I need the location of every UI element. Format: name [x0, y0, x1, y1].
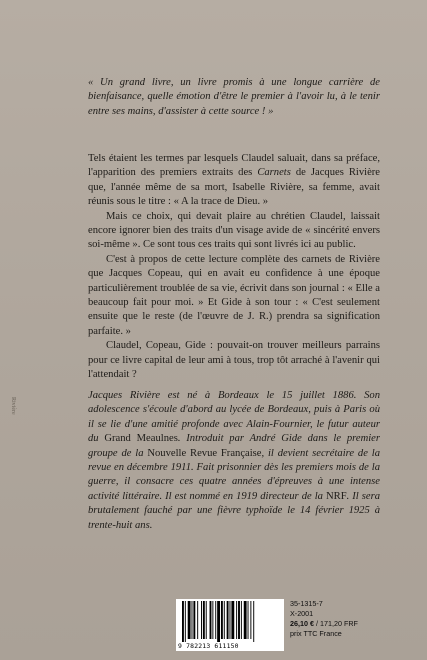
bio-part-2: . Introduit par André Gide dans le premier groupe de la — [88, 433, 380, 459]
bio-part-1: Jacques Rivière est né à Bordeaux le 15 juillet 1886. Son adolescence s'écoule d'abord au lycée de Bordeaux, puis à Paris où il se lie d'une amitié profonde avec Alain-Fournier, le futur auteur du — [88, 390, 380, 445]
paragraph-1-start: Tels étaient les termes par lesquels Claudel saluait, dans sa préface, l'apparition des premiers extraits des — [88, 153, 380, 179]
biography-text — [88, 389, 380, 533]
opening-quote — [88, 76, 380, 119]
barcode — [176, 599, 284, 651]
presentation-text — [88, 152, 380, 383]
price-line — [290, 619, 358, 629]
quote-text: « Un grand livre, un livre promis à une longue carrière de bienfaisance, quelle émotion d'être le premier à l'avoir lu, à le tenir entre ses mains, d'assister à cette source ! » — [88, 77, 380, 117]
nrf-full-title: Nouvelle Revue Française — [147, 447, 262, 459]
paragraph-2: Mais ce choix, qui devait plaire au chrétien Claudel, laissait encore ignorer bien des traits d'un visage avide de « sincérité envers soi-même ». Ce sont tous ces traits qui sont livrés ici au public. — [88, 210, 380, 251]
paragraph-1 — [88, 152, 380, 210]
nrf-abbrev: NRF — [325, 490, 347, 502]
paragraph-3: C'est à propos de cette lecture complète des carnets de Rivière que Jacques Copeau, qui en avait eu confidence à une époque particulièrement troublée de sa vie, écrivit dans son journal : « Elle a beaucoup fait pour moi. » Et Gide à son tour : « C'est seulement ensuite que le reste (de l'œuvre de J. R.) prendra sa signification parfaite. » — [88, 253, 380, 337]
paragraph-1-end: de Jacques Rivière que, l'année même de sa mort, Isabelle Rivière, sa femme, avait réunis sous le titre : « A la trace de Dieu. » — [88, 167, 381, 208]
author-biography — [88, 389, 380, 533]
catalog-code: X-2001 — [290, 609, 314, 618]
price-note: prix TTC France — [290, 629, 342, 638]
catalog-ref: 35-1315-7 — [290, 599, 323, 608]
price-euro: 26,10 € — [290, 619, 314, 628]
bio-part-3: , il devient secrétaire de la revue en décembre 1911. Fait prisonnier dès les premiers mois de la guerre, il consacre ces quatre années d'épreuves à une intense activité littéraire. Il est nommé en 1919 directeur de la — [88, 447, 380, 502]
grand-meaulnes-title: Grand Meaulnes — [104, 433, 178, 445]
spine-mark: Rivière — [10, 397, 16, 415]
barcode-bars — [180, 601, 280, 642]
carnets-title: Carnets — [257, 167, 291, 179]
price-frf: / 171,20 FRF — [313, 619, 358, 628]
bio-part-4: . Il sera brutalement fauché par une fièvre typhoïde le 14 février 1925 à trente-huit ans. — [88, 490, 380, 531]
barcode-number: 9 782213 611150 — [178, 642, 239, 650]
paragraph-4: Claudel, Copeau, Gide : pouvait-on trouver meilleurs parrains pour ce livre capital de leur ami à tous, trop tôt arraché à l'avenir qui l'attendait ? — [88, 340, 380, 381]
price-block — [290, 599, 358, 639]
